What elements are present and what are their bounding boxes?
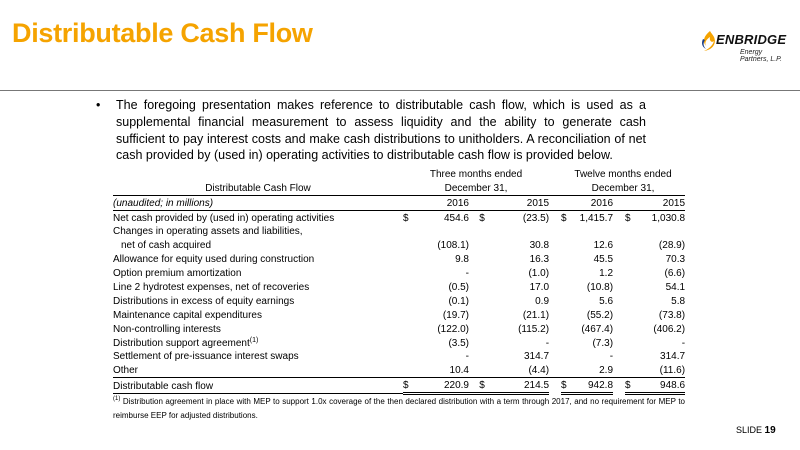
cell-value: (21.1) — [522, 309, 550, 321]
row-label-with-footnote — [113, 336, 403, 350]
cell-value: 0.9 — [535, 295, 550, 307]
total-value: 214.5 — [495, 378, 549, 394]
cell-value: (6.6) — [664, 268, 686, 280]
cell-value: 30.8 — [529, 240, 550, 252]
table-row — [113, 280, 685, 294]
currency-symbol: $ — [403, 378, 415, 394]
total-value: 948.6 — [635, 378, 685, 394]
cell-value: (73.8) — [658, 309, 686, 321]
table-row — [113, 210, 685, 224]
table-header-row-2 — [113, 181, 685, 195]
table-row — [113, 294, 685, 308]
twelve-months-header-line2: December 31, — [561, 181, 685, 195]
total-row — [113, 378, 685, 394]
bullet-marker: • — [96, 98, 101, 112]
row-label: Line 2 hydrotest expenses, net of recoveries — [113, 282, 310, 294]
cell-value: - — [545, 337, 550, 349]
cell-value: 314.7 — [524, 351, 550, 363]
cell-value: (19.7) — [442, 309, 469, 321]
cell-value: (10.8) — [586, 282, 614, 294]
table-row — [113, 238, 685, 252]
cell-value: (108.1) — [437, 240, 469, 252]
table-row — [113, 308, 685, 322]
footnote — [113, 395, 685, 423]
cell-value: (406.2) — [653, 323, 686, 335]
cell-value: (0.1) — [448, 295, 469, 307]
cell-value: 70.3 — [665, 254, 686, 266]
slide-number — [736, 425, 776, 436]
year-header: 2015 — [635, 195, 685, 210]
cell-value: (55.2) — [586, 309, 614, 321]
table-subheader-row — [113, 195, 685, 210]
cell-value: 2.9 — [599, 365, 614, 377]
logo-wordmark: ENBRIDGE — [716, 32, 787, 47]
row-label: Net cash provided by (used in) operating activities — [113, 212, 335, 224]
cell-value: 1,030.8 — [651, 212, 686, 224]
currency-symbol: $ — [625, 378, 635, 394]
cell-value: (467.4) — [581, 323, 614, 335]
cell-value: (1.0) — [528, 268, 550, 280]
cell-value: (122.0) — [437, 323, 469, 335]
three-months-header-line2: December 31, — [403, 181, 549, 195]
cell-value: 54.1 — [665, 282, 686, 294]
cell-value: 16.3 — [529, 254, 550, 266]
footnote-text: Distribution agreement in place with MEP to support 1.0x coverage of the then declared distribution with a term through 2017, and no requirement for MEP to reimburse EEP for adjusted distributions. — [113, 397, 685, 420]
total-value: 220.9 — [415, 378, 469, 394]
intro-paragraph: The foregoing presentation makes reference to distributable cash flow, which is used as a supplemental financial measurement to assess liquidity and the ability to generate cash sufficient to pay interest costs and make cash distributions to unitholders. A reconciliation of net cash provided by (used in) operating activities to distributable cash flow is provided below. — [116, 98, 646, 163]
row-label: Non-controlling interests — [113, 323, 221, 335]
total-value: 942.8 — [571, 378, 613, 394]
unit-note: (unaudited; in millions) — [113, 195, 403, 210]
row-label: Changes in operating assets and liabilities, — [113, 226, 303, 238]
header-divider — [0, 90, 800, 91]
table-row — [113, 252, 685, 266]
logo-subtext: Energy Partners, L.P. — [740, 49, 782, 63]
table-row — [113, 350, 685, 364]
row-label: Other — [113, 365, 139, 377]
cell-value: 5.8 — [671, 295, 686, 307]
year-header: 2015 — [495, 195, 549, 210]
table-row — [113, 266, 685, 280]
table-row — [113, 363, 685, 377]
cell-value: 314.7 — [660, 351, 686, 363]
cell-value: - — [681, 337, 686, 349]
slide-number-value: 19 — [764, 425, 776, 436]
cell-value: 45.5 — [593, 254, 614, 266]
year-header: 2016 — [571, 195, 613, 210]
three-months-header-line1: Three months ended — [429, 168, 523, 180]
cell-value: - — [465, 268, 469, 280]
reconciliation-table — [113, 167, 685, 395]
cell-value: (3.5) — [448, 337, 469, 349]
row-label: Distribution support agreement — [113, 337, 250, 349]
cell-value: 10.4 — [449, 365, 469, 377]
cell-value: 12.6 — [593, 240, 614, 252]
cell-value: (115.2) — [518, 323, 550, 335]
cell-value: (11.6) — [659, 365, 686, 377]
cell-value: 9.8 — [455, 254, 469, 266]
cell-value: (0.5) — [448, 282, 469, 294]
currency-symbol: $ — [561, 212, 567, 224]
cell-value: (28.9) — [658, 240, 686, 252]
table-header-row-1 — [113, 167, 685, 181]
row-label: Distributions in excess of equity earnings — [113, 295, 295, 307]
twelve-months-header-line1: Twelve months ended — [574, 168, 672, 180]
cell-value: (23.5) — [522, 212, 550, 224]
slide-title: Distributable Cash Flow — [12, 18, 313, 48]
row-label: net of cash acquired — [121, 240, 212, 252]
year-header: 2016 — [415, 195, 469, 210]
cell-value: - — [609, 351, 614, 363]
row-label: Allowance for equity used during construction — [113, 254, 315, 266]
footnote-marker: (1) — [113, 396, 121, 402]
cell-value: 17.0 — [529, 282, 550, 294]
cell-value: - — [465, 351, 469, 363]
cell-value: (7.3) — [592, 337, 614, 349]
enbridge-logo — [700, 30, 792, 62]
row-label: Option premium amortization — [113, 268, 242, 280]
cell-value: 1.2 — [599, 268, 614, 280]
currency-symbol: $ — [561, 378, 571, 394]
cell-value: 5.6 — [599, 295, 614, 307]
table-row — [113, 336, 685, 350]
cell-value: 454.6 — [443, 212, 469, 224]
currency-symbol: $ — [479, 212, 485, 224]
slide-label: SLIDE — [736, 425, 763, 435]
currency-symbol: $ — [625, 212, 631, 224]
row-label: Settlement of pre-issuance interest swaps — [113, 351, 299, 363]
cell-value: 1,415.7 — [579, 212, 614, 224]
total-label: Distributable cash flow — [113, 378, 403, 394]
footnote-marker: (1) — [249, 336, 259, 344]
row-label: Maintenance capital expenditures — [113, 309, 262, 321]
table-row — [113, 225, 685, 239]
currency-symbol: $ — [403, 212, 409, 224]
currency-symbol: $ — [469, 378, 495, 394]
table-title: Distributable Cash Flow — [205, 182, 311, 194]
table-row — [113, 322, 685, 336]
cell-value: (4.4) — [528, 365, 550, 377]
